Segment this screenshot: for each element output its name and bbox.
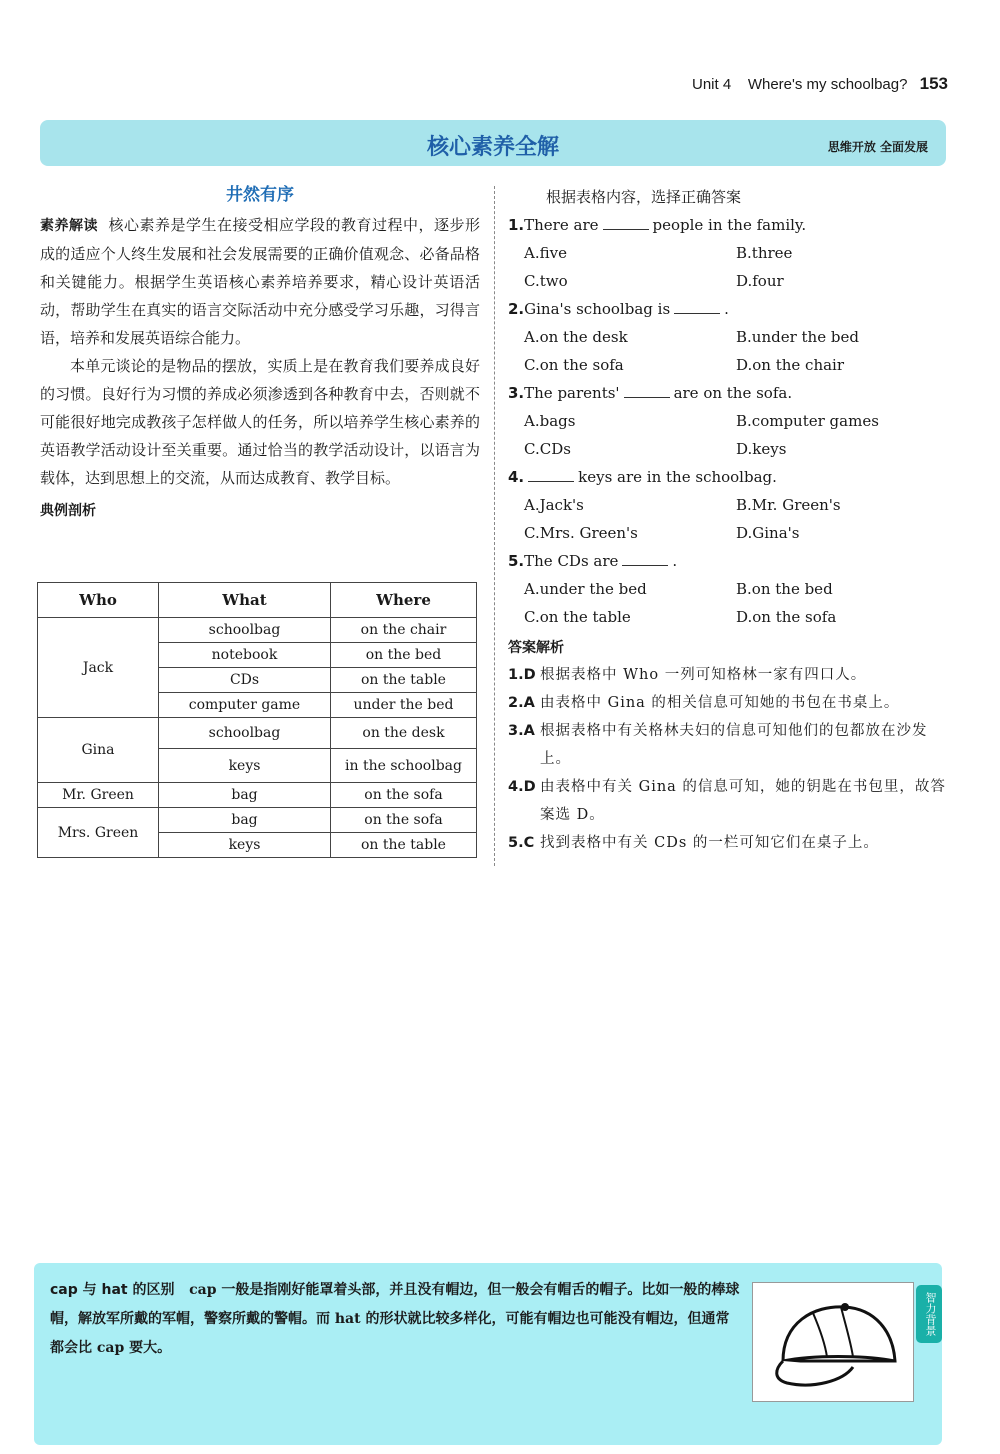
options-row [508, 603, 948, 631]
what-cell: keys [159, 833, 331, 858]
section-title: 井然有序 [226, 185, 294, 205]
option-d: D.keys [736, 440, 787, 458]
table-row [38, 808, 477, 833]
left-column [40, 180, 480, 520]
background-info-text [50, 1276, 740, 1363]
what-cell: schoolbag [159, 618, 331, 643]
options-row [508, 323, 948, 351]
answer-explanation: 根据表格中 Who 一列可知格林一家有四口人。 [540, 667, 867, 683]
answer-5 [508, 829, 948, 857]
question-number: 3. [508, 384, 525, 402]
option-c: C.CDs [524, 440, 571, 458]
page-number: 153 [919, 74, 948, 93]
question-2 [508, 295, 948, 323]
what-cell: keys [159, 749, 331, 783]
reading-paragraph [40, 211, 480, 352]
question-stem: The CDs are [524, 552, 619, 570]
options-row [508, 519, 948, 547]
table-row [38, 618, 477, 643]
table-header-row [38, 583, 477, 618]
section-banner [40, 120, 946, 166]
unit-paragraph: 本单元谈论的是物品的摆放，实质上是在教育我们要养成良好的习惯。良好行为习惯的养成必须渗透到各种教育中去，否则就不可能很好地完成教孩子怎样做人的任务，所以培养学生核心素养的英语教学活动设计至关重要。通过恰当的教学活动设计，以语言为载体，达到思想上的交流，从而达成教育、教学目标。 [40, 357, 480, 487]
table-row [38, 718, 477, 749]
header-where: Where [331, 583, 477, 618]
answer-key: 3.A [508, 723, 535, 739]
where-cell: in the schoolbag [331, 749, 477, 783]
side-tab: 智力背景 [916, 1285, 942, 1343]
answer-blank [624, 383, 670, 398]
options-row [508, 267, 948, 295]
question-stem: There are [524, 216, 599, 234]
question-stem-end: are on the sofa. [673, 384, 793, 402]
option-c: C.on the sofa [524, 356, 624, 374]
option-a: A.bags [524, 412, 576, 430]
where-cell: on the sofa [331, 808, 477, 833]
answer-explanation: 根据表格中有关格林夫妇的信息可知他们的包都放在沙发上。 [540, 723, 928, 767]
question-stem-end: . [672, 552, 678, 570]
question-stem: The parents' [524, 384, 620, 402]
options-row [508, 239, 948, 267]
where-cell: on the table [331, 668, 477, 693]
options-row [508, 491, 948, 519]
who-cell: Jack [38, 618, 159, 718]
option-a: A.on the desk [524, 328, 628, 346]
option-d: D.four [736, 272, 784, 290]
question-number: 4. [508, 468, 525, 486]
answer-blank [674, 299, 720, 314]
option-d: D.on the sofa [736, 608, 837, 626]
answer-key: 5.C [508, 835, 535, 851]
answer-explanation: 由表格中有关 Gina 的信息可知，她的钥匙在书包里，故答案选 D。 [540, 779, 946, 823]
background-info-lead: cap 与 hat 的区别 [50, 1282, 175, 1298]
answer-3 [508, 717, 948, 773]
what-cell: notebook [159, 643, 331, 668]
question-stem-end: keys are in the schoolbag. [578, 468, 777, 486]
question-stem: Gina's schoolbag is [524, 300, 671, 318]
background-info-body: cap 一般是指刚好能罩着头部，并且没有帽边，但一般会有帽舌的帽子。比如一般的棒球帽，解放军所戴的军帽，警察所戴的警帽。而 hat 的形状就比较多样化，可能有帽边也可能没有帽边，但通常都会比 cap 要大。 [50, 1282, 740, 1356]
where-cell: on the bed [331, 643, 477, 668]
question-5 [508, 547, 948, 575]
option-a: A.Jack's [524, 496, 584, 514]
options-row [508, 435, 948, 463]
column-divider [494, 186, 495, 866]
answer-1 [508, 661, 948, 689]
where-cell: on the chair [331, 618, 477, 643]
answer-key: 2.A [508, 695, 535, 711]
header-who: Who [38, 583, 159, 618]
who-cell: Mr. Green [38, 783, 159, 808]
options-row [508, 351, 948, 379]
question-number: 2. [508, 300, 525, 318]
option-c: C.two [524, 272, 568, 290]
what-cell: bag [159, 808, 331, 833]
where-cell: on the sofa [331, 783, 477, 808]
reading-label: 素养解读 [40, 218, 98, 234]
question-stem-end: people in the family. [652, 216, 807, 234]
option-b: B.under the bed [736, 328, 859, 346]
example-heading: 典例剖析 [40, 503, 96, 519]
where-cell: on the desk [331, 718, 477, 749]
unit-title: Where's my schoolbag? [747, 76, 908, 93]
options-row [508, 575, 948, 603]
who-cell: Mrs. Green [38, 808, 159, 858]
cap-drawing-icon [753, 1283, 913, 1401]
question-number: 1. [508, 216, 525, 234]
answer-key: 1.D [508, 667, 536, 683]
option-d: D.Gina's [736, 524, 800, 542]
answer-explanation: 找到表格中有关 CDs 的一栏可知它们在桌子上。 [540, 835, 879, 851]
option-b: B.Mr. Green's [736, 496, 841, 514]
answer-blank [528, 467, 574, 482]
answer-explanation: 由表格中 Gina 的相关信息可知她的书包在书桌上。 [540, 695, 900, 711]
option-a: A.five [524, 244, 567, 262]
question-stem-end: . [724, 300, 729, 318]
cap-illustration [752, 1282, 914, 1402]
where-cell: under the bed [331, 693, 477, 718]
who-cell: Gina [38, 718, 159, 783]
banner-title: 核心素养全解 [426, 135, 559, 160]
option-a: A.under the bed [524, 580, 647, 598]
answer-2 [508, 689, 948, 717]
banner-tag: 思维开放 全面发展 [827, 140, 928, 154]
where-cell: on the table [331, 833, 477, 858]
what-cell: bag [159, 783, 331, 808]
answer-blank [603, 215, 649, 230]
option-b: B.computer games [736, 412, 879, 430]
option-c: C.Mrs. Green's [524, 524, 638, 542]
unit-label: Unit 4 [691, 76, 732, 93]
what-cell: CDs [159, 668, 331, 693]
info-table [37, 582, 477, 858]
option-c: C.on the table [524, 608, 631, 626]
exercise-intro: 根据表格内容，选择正确答案 [546, 188, 742, 206]
option-b: B.three [736, 244, 793, 262]
what-cell: computer game [159, 693, 331, 718]
reading-text: 核心素养是学生在接受相应学段的教育过程中，逐步形成的适应个人终生发展和社会发展需要的正确价值观念、必备品格和关键能力。根据学生英语核心素养培养要求，精心设计英语活动，帮助学生在真实的语言交际活动中充分感受学习乐趣，习得言语，培养和发展英语综合能力。 [40, 216, 480, 347]
question-3 [508, 379, 948, 407]
option-d: D.on the chair [736, 356, 845, 374]
right-column [508, 183, 948, 857]
options-row [508, 407, 948, 435]
answer-blank [622, 551, 668, 566]
header-what: What [159, 583, 331, 618]
answers-heading: 答案解析 [508, 640, 564, 656]
answer-key: 4.D [508, 779, 536, 795]
question-number: 5. [508, 552, 525, 570]
question-4 [508, 463, 948, 491]
what-cell: schoolbag [159, 718, 331, 749]
question-1 [508, 211, 948, 239]
running-head [692, 74, 948, 94]
answer-4 [508, 773, 948, 829]
table-row [38, 783, 477, 808]
option-b: B.on the bed [736, 580, 833, 598]
